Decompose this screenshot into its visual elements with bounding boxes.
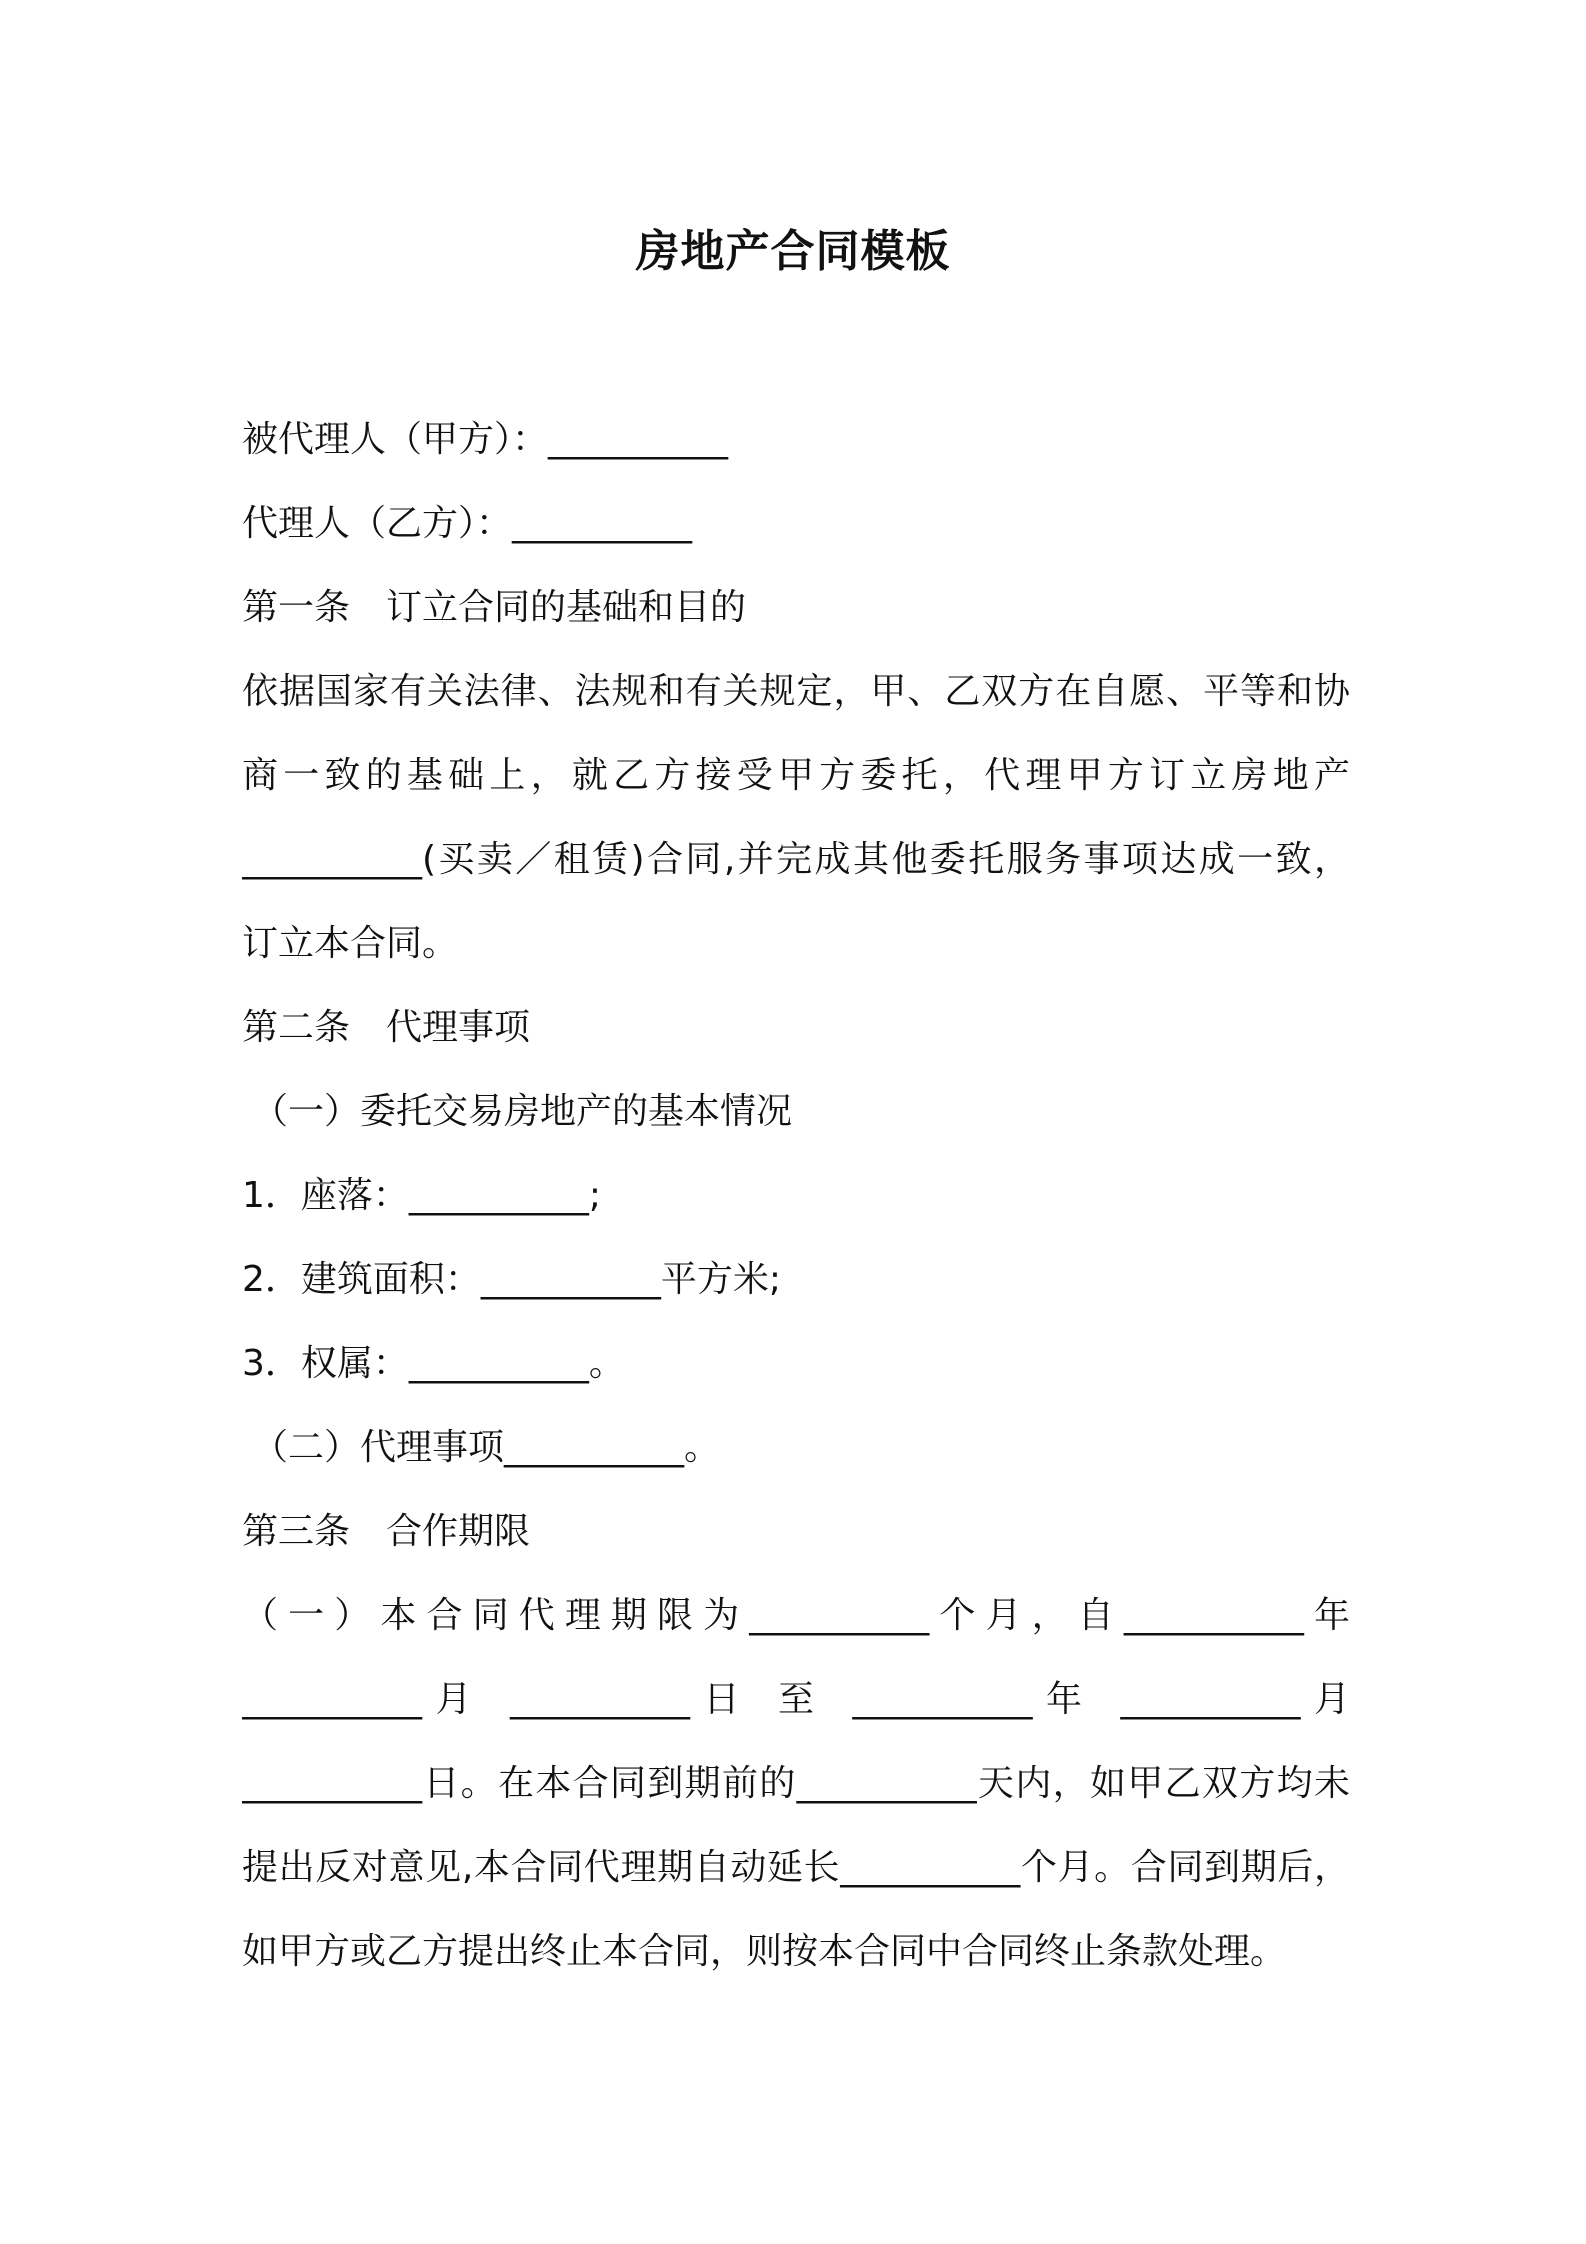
party-a-line: 被代理人（甲方）：__________ xyxy=(242,419,729,460)
article-3-text-line-4: 提出反对意见,本合同代理期自动延长__________个月。合同到期后， xyxy=(242,1847,1350,1888)
article-2-section-2: （二）代理事项__________。 xyxy=(252,1427,721,1468)
article-3-text-line-2: __________月 __________日 至 __________年 __________月 xyxy=(242,1679,1350,1720)
article-3-text-line-5: 如甲方或乙方提出终止本合同，则按本合同中合同终止条款处理。 xyxy=(242,1931,1287,1972)
article-1-text-line-1: 依据国家有关法律、法规和有关规定，甲、乙双方在自愿、平等和协 xyxy=(242,671,1350,712)
article-1-text-line-2: 商一致的基础上，就乙方接受甲方委托，代理甲方订立房地产 xyxy=(242,755,1350,796)
article-3-heading: 第三条 合作期限 xyxy=(242,1511,531,1552)
item-ownership: 3．权属：__________。 xyxy=(242,1343,625,1384)
item-location: 1．座落：__________; xyxy=(242,1175,602,1216)
article-1-heading: 第一条 订立合同的基础和目的 xyxy=(242,587,747,628)
item-floor-area: 2．建筑面积：__________平方米; xyxy=(242,1259,782,1300)
document-title: 房地产合同模板 xyxy=(635,226,951,277)
party-b-line: 代理人（乙方）：__________ xyxy=(242,503,693,544)
article-2-heading: 第二条 代理事项 xyxy=(242,1007,531,1048)
article-2-section-1-heading: （一）委托交易房地产的基本情况 xyxy=(252,1091,793,1132)
article-1-text-line-4: 订立本合同。 xyxy=(242,923,459,964)
article-1-text-line-3: __________(买卖／租赁)合同,并完成其他委托服务事项达成一致， xyxy=(242,839,1350,880)
article-3-text-line-1: （一）本合同代理期限为__________个月，自__________年 xyxy=(242,1595,1350,1636)
article-3-text-line-3: __________日。在本合同到期前的__________天内，如甲乙双方均未 xyxy=(242,1763,1350,1804)
